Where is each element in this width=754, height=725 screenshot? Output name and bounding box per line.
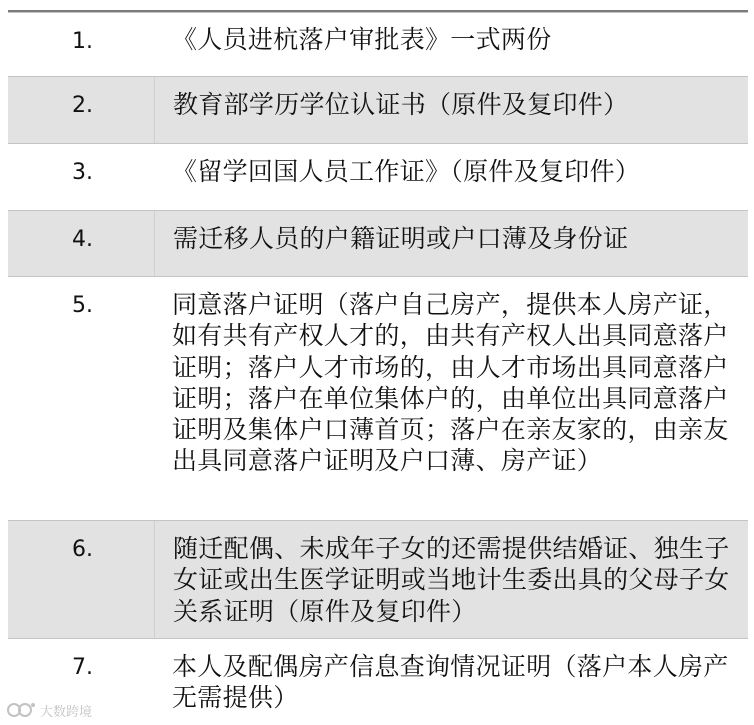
row-text: 同意落户证明（落户自己房产，提供本人房产证，如有共有产权人才的，由共有产权人出具同意落户证明；落户人才市场的，由人才市场出具同意落户证明；落户在单位集体户的，由单位出具同意落户证明及集体户口薄首页；落户在亲友家的，由亲友出具同意落户证明及户口薄、房产证） <box>172 290 729 476</box>
row-text: 需迁移人员的户籍证明或户口薄及身份证 <box>173 224 629 253</box>
text-cell <box>154 521 748 639</box>
row-number: 6. <box>72 537 93 562</box>
text-cell <box>154 211 748 277</box>
row-number: 1. <box>72 29 93 54</box>
text-cell <box>154 13 748 77</box>
number-cell <box>8 77 154 144</box>
row-text: 随迁配偶、未成年子女的还需提供结婚证、独生子女证或出生医学证明或当地计生委出具的父母子女关系证明（原件及复印件） <box>173 534 730 626</box>
number-cell <box>8 277 154 521</box>
number-cell <box>8 13 154 77</box>
row-text: 教育部学历学位认证书（原件及复印件） <box>173 90 629 119</box>
table-row <box>8 276 748 521</box>
text-cell <box>154 144 748 211</box>
number-cell <box>8 144 154 211</box>
table-row <box>8 520 748 639</box>
row-number: 7. <box>72 655 93 680</box>
brand-logo-icon <box>6 702 36 718</box>
row-text: 《人员进杭落户审批表》一式两份 <box>172 25 552 54</box>
table-row <box>8 210 748 277</box>
watermark <box>6 700 92 720</box>
table-row <box>8 76 748 144</box>
row-number: 3. <box>72 160 93 185</box>
text-cell <box>154 277 748 521</box>
row-number: 5. <box>72 293 93 318</box>
number-cell <box>8 521 154 639</box>
row-text: 本人及配偶房产信息查询情况证明（落户本人房产无需提供） <box>172 652 729 713</box>
row-number: 4. <box>72 227 93 252</box>
row-text: 《留学回国人员工作证》（原件及复印件） <box>172 157 641 186</box>
text-cell <box>154 77 748 144</box>
number-cell <box>8 211 154 277</box>
table-row <box>8 143 748 211</box>
table-row <box>8 12 748 77</box>
row-number: 2. <box>72 93 93 118</box>
watermark-text: 大数跨境 <box>40 704 93 720</box>
table-row <box>8 638 748 725</box>
text-cell <box>154 639 748 725</box>
